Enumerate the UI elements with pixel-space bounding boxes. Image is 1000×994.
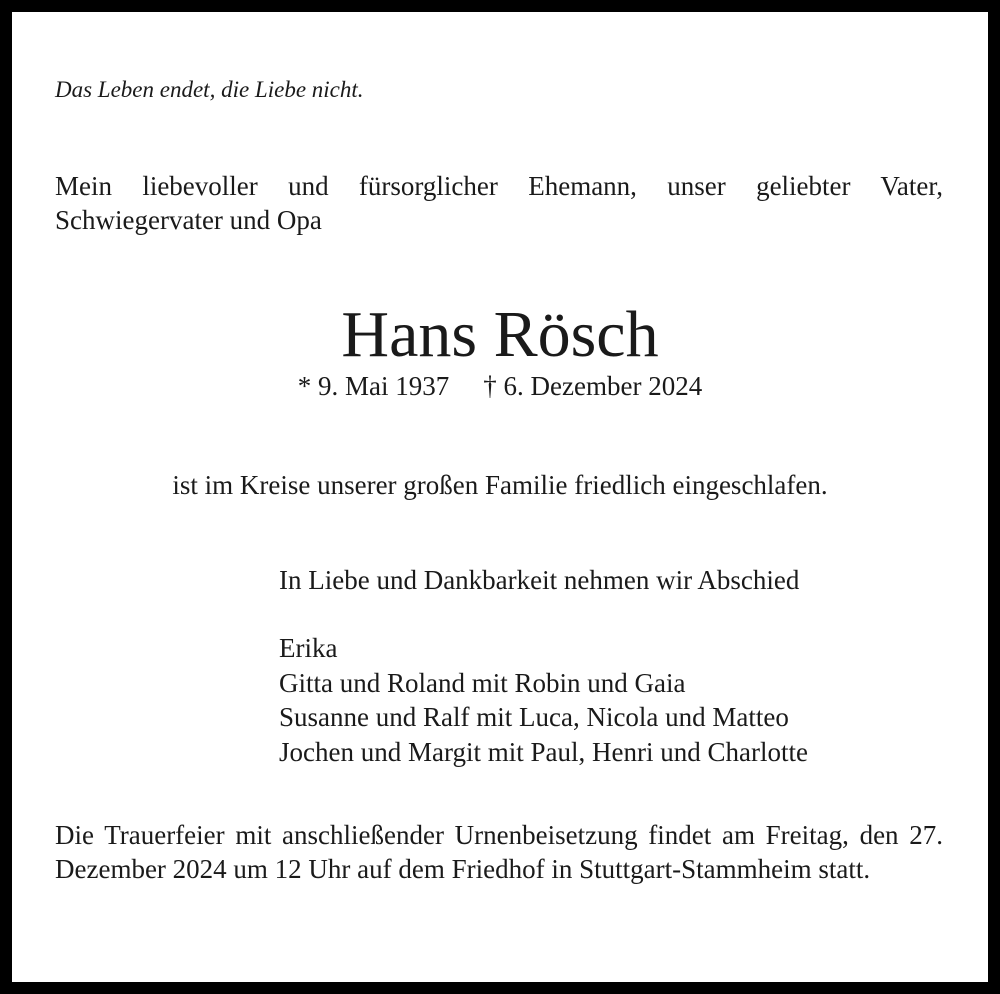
family-member: Susanne und Ralf mit Luca, Nicola und Matteo <box>279 702 789 732</box>
family-member: Gitta und Roland mit Robin und Gaia <box>279 667 686 698</box>
family-member: Jochen und Margit mit Paul, Henri und Charlotte <box>279 736 808 767</box>
family-member: Erika <box>279 633 338 663</box>
motto: Das Leben endet, die Liebe nicht. <box>55 77 364 102</box>
farewell-line: In Liebe und Dankbarkeit nehmen wir Abschied <box>279 565 800 595</box>
death-date: † 6. Dezember 2024 <box>483 371 703 401</box>
intro-text: Mein liebevoller und fürsorglicher Ehemann, unser geliebter Vater, Schwiegervater und Opa <box>55 171 943 235</box>
funeral-service-info: Die Trauerfeier mit anschließender Urnenbeisetzung findet am Freitag, den 27. Dezember 2024 um 12 Uhr auf dem Friedhof in Stuttgart-Stammheim statt. <box>55 820 943 884</box>
birth-date: * 9. Mai 1937 <box>297 371 450 401</box>
family-list <box>279 631 808 769</box>
passing-statement: ist im Kreise unserer großen Familie friedlich eingeschlafen. <box>172 470 828 500</box>
life-dates <box>12 368 988 404</box>
deceased-name: Hans Rösch <box>341 298 659 371</box>
